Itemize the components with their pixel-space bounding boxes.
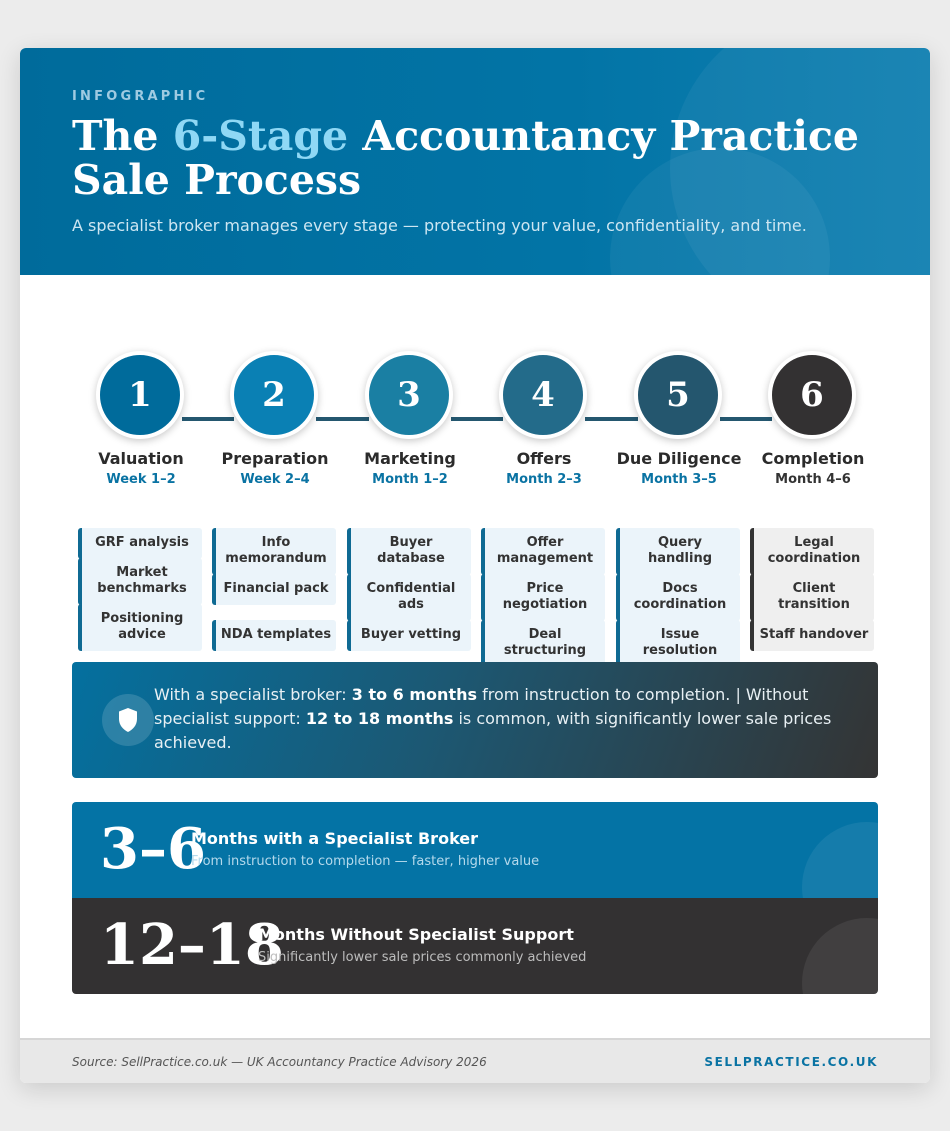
- stage-name: Offers: [516, 449, 572, 468]
- title-highlight: 6-Stage: [172, 112, 349, 160]
- stage-connector: [451, 417, 503, 421]
- info-banner: [72, 662, 878, 778]
- banner-highlight-without: 12 to 18 months: [305, 709, 454, 728]
- stage-task: Deal structuring: [481, 620, 605, 667]
- kicker-label: INFOGRAPHIC: [72, 89, 209, 104]
- stage-task: Query handling: [616, 528, 740, 575]
- footer: [20, 1038, 930, 1083]
- stage-task: Financial pack: [212, 574, 336, 605]
- shield-icon: [102, 694, 154, 746]
- stage-task: Staff handover: [750, 620, 874, 651]
- stage-task: NDA templates: [212, 620, 336, 651]
- stage-number-badge: 5: [634, 351, 722, 439]
- stat-without-specialist: [72, 898, 878, 994]
- stage-connector: [316, 417, 369, 421]
- title-prefix: The: [72, 112, 173, 160]
- banner-text-part: is common, with significantly lower sale prices achieved.: [154, 709, 832, 752]
- stage-number-badge: 2: [230, 351, 318, 439]
- stat-value: 12–18: [100, 912, 284, 978]
- stage-task: Buyer vetting: [347, 620, 471, 651]
- stage-name: Marketing: [364, 449, 456, 468]
- page-title: [72, 114, 872, 202]
- source-note: Source: SellPractice.co.uk — UK Accountancy Practice Advisory 2026: [72, 1055, 487, 1069]
- stage-connector: [585, 417, 638, 421]
- brand-link[interactable]: SELLPRACTICE.CO.UK: [704, 1055, 878, 1069]
- stage-timeline: [20, 323, 930, 673]
- stage-timing: Month 3–5: [641, 472, 717, 487]
- stage-timing: Month 4–6: [775, 472, 851, 487]
- stage-number-badge: 1: [96, 351, 184, 439]
- stage-task: Legal coordination: [750, 528, 874, 575]
- decorative-circle: [802, 822, 878, 898]
- stage-timing: Week 1–2: [106, 472, 176, 487]
- stat-subtitle: From instruction to completion — faster, higher value: [191, 854, 540, 869]
- stat-subtitle: Significantly lower sale prices commonly achieved: [258, 950, 587, 965]
- stage-connector: [720, 417, 772, 421]
- stage-name: Due Diligence: [616, 449, 742, 468]
- stage-name: Preparation: [221, 449, 329, 468]
- stage-task: Positioning advice: [78, 604, 202, 651]
- stage-number-badge: 3: [365, 351, 453, 439]
- banner-text-part: from instruction to completion. | Without specialist support:: [154, 685, 809, 728]
- stat-title: Months Without Specialist Support: [258, 925, 574, 944]
- stage-task: Issue resolution: [616, 620, 740, 667]
- stat-specialist-broker: [72, 802, 878, 898]
- stage-number-badge: 6: [768, 351, 856, 439]
- stage-task: Market benchmarks: [78, 558, 202, 605]
- banner-highlight-broker: 3 to 6 months: [351, 685, 477, 704]
- banner-text-part: With a specialist broker:: [154, 685, 352, 704]
- stage-task: Info memorandum: [212, 528, 336, 575]
- stage-number-badge: 4: [499, 351, 587, 439]
- infographic-card: [20, 48, 930, 1083]
- stage-task: Docs coordination: [616, 574, 740, 621]
- banner-text: [154, 683, 854, 755]
- stage-timing: Week 2–4: [240, 472, 310, 487]
- stage-task: Price negotiation: [481, 574, 605, 621]
- stage-name: Completion: [761, 449, 865, 468]
- stage-task: Client transition: [750, 574, 874, 621]
- title-suffix: Accountancy Practice Sale Process: [72, 112, 859, 204]
- stage-task: Offer management: [481, 528, 605, 575]
- header: [20, 48, 930, 275]
- decorative-circle: [802, 918, 878, 994]
- stage-task: Buyer database: [347, 528, 471, 575]
- stat-value: 3–6: [100, 816, 206, 882]
- stage-timing: Month 1–2: [372, 472, 448, 487]
- stage-timing: Month 2–3: [506, 472, 582, 487]
- stage-connector: [182, 417, 234, 421]
- stage-task: Confidential ads: [347, 574, 471, 621]
- page-subtitle: A specialist broker manages every stage — protecting your value, confidentiality, and time.: [72, 216, 807, 235]
- stat-title: Months with a Specialist Broker: [191, 829, 479, 848]
- stage-task: GRF analysis: [78, 528, 202, 559]
- stage-name: Valuation: [98, 449, 184, 468]
- shield-icon-glyph: [117, 707, 139, 733]
